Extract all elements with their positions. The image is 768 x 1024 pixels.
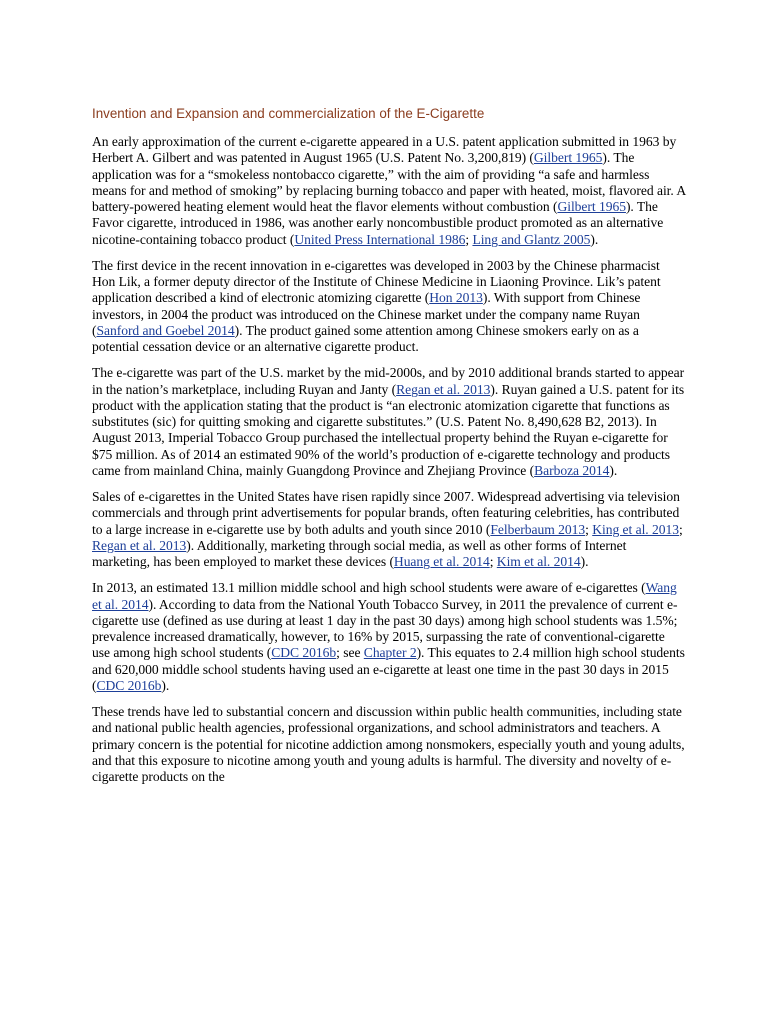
section-heading: Invention and Expansion and commercialization of the E-Cigarette <box>92 106 485 121</box>
paragraph <box>92 580 686 694</box>
citation-link[interactable]: Chapter 2 <box>363 645 417 661</box>
paragraph-text: ). <box>580 554 589 569</box>
citation-link[interactable]: King et al. 2013 <box>592 521 679 537</box>
document-page <box>92 105 686 795</box>
citation-link[interactable]: Kim et al. 2014 <box>496 554 581 569</box>
paragraph-text: ). <box>609 462 618 478</box>
citation-link[interactable]: CDC 2016b <box>271 645 337 661</box>
citation-link[interactable]: Sanford and Goebel 2014 <box>96 322 235 338</box>
paragraph-text: ). The product gained some attention among Chinese smokers early on as a potential cessation device or an alternative cigarette product. <box>92 322 639 354</box>
paragraph <box>92 365 686 479</box>
paragraph <box>92 258 686 356</box>
paragraph-text: These trends have led to substantial concern and discussion within public health communities, including state and national public health agencies, professional organizations, and school administrators and teachers. A primary concern is the potential for nicotine addiction among nonsmokers, especially youth and young adults, and that this exposure to nicotine among youth and young adults is harmful. The diversity and novelty of e-cigarette products on the <box>92 704 685 784</box>
paragraph-text: ). This equates to 2.4 million high school students and 620,000 middle school students having used an e-cigarette at least one time in the past 30 days in 2015 ( <box>92 645 685 693</box>
paragraph-text: An early approximation of the current e-cigarette appeared in a U.S. patent application submitted in 1963 by Herbert A. Gilbert and was patented in August 1965 (U.S. Patent No. 3,200,819) ( <box>92 134 677 166</box>
citation-link[interactable]: Huang et al. 2014 <box>393 554 490 569</box>
citation-link[interactable]: Barboza 2014 <box>534 462 610 478</box>
citation-link[interactable]: Gilbert 1965 <box>557 199 626 214</box>
citation-link[interactable]: Hon 2013 <box>429 290 483 306</box>
paragraph-text: ). Ruyan gained a U.S. patent for its product with the application stating that the product is “an electronic atomization cigarette that functions as substitutes (sic) for quitting smoking and cigarette substitutes.” (U.S. Patent No. 8,490,628 B2, 2013). In August 2013, Imperial Tobacco Group purchased the intellectual property behind the Ruyan e-cigarette for $75 million. As of 2014 an estimated 90% of the world’s production of e-cigarette technology and products came from mainland China, mainly Guangdong Province and Zhejiang Province ( <box>92 381 685 478</box>
paragraph-text: ). <box>161 677 170 693</box>
paragraph-text: ). With support from Chinese investors, in 2004 the product was introduced on the Chinese market under the company name Ruyan ( <box>92 290 641 338</box>
paragraph-text: ). The Favor cigarette, introduced in 1986, was another early noncombustible product promoted as an alternative nicotine-containing tobacco product ( <box>92 199 664 247</box>
paragraph-text: Sales of e-cigarettes in the United States have risen rapidly since 2007. Widespread advertising via television commercials and through print advertisements for popular brands, often featuring celebrities, has contributed to a large increase in e-cigarette use by both adults and youth since 2010 ( <box>92 489 680 537</box>
citation-link[interactable]: CDC 2016b <box>96 677 162 693</box>
paragraph-text: ). The application was for a “smokeless nontobacco cigarette,” with the aim of providing “a safe and harmless means for and method of smoking” by replacing burning tobacco and paper with heated, moist, flavored air. A battery-powered heating element would heat the flavor elements without combustion ( <box>92 150 686 214</box>
paragraph-text: ; see <box>336 645 364 661</box>
paragraph-text: In 2013, an estimated 13.1 million middle school and high school students were aware of e-cigarettes ( <box>92 580 646 596</box>
paragraph-text: ; <box>465 231 473 247</box>
citation-link[interactable]: United Press International 1986 <box>294 231 466 247</box>
citation-link[interactable]: Wang et al. 2014 <box>92 580 677 612</box>
paragraph-text: The e-cigarette was part of the U.S. market by the mid-2000s, and by 2010 additional brands started to appear in the nation’s marketplace, including Ruyan and Janty ( <box>92 365 685 397</box>
citation-link[interactable]: Regan et al. 2013 <box>396 381 491 397</box>
paragraph-text: ; <box>585 521 593 537</box>
document-body <box>92 134 686 785</box>
paragraph-text: The first device in the recent innovation in e-cigarettes was developed in 2003 by the Chinese pharmacist Hon Lik, a former deputy director of the Institute of Chinese Medicine in Liaoning Province. Lik’s patent application described a kind of electronic atomizing cigarette ( <box>92 257 661 306</box>
citation-link[interactable]: Gilbert 1965 <box>533 150 603 166</box>
citation-link[interactable]: Regan et al. 2013 <box>92 537 187 553</box>
paragraph <box>92 489 686 570</box>
paragraph-text: ; <box>489 554 497 569</box>
paragraph-text: ). Additionally, marketing through social media, as well as other forms of Internet marketing, has been employed to market these devices ( <box>92 537 627 569</box>
paragraph <box>92 134 686 248</box>
citation-link[interactable]: Felberbaum 2013 <box>490 521 586 537</box>
paragraph-text: ). According to data from the National Youth Tobacco Survey, in 2011 the prevalence of current e-cigarette use (defined as use during at least 1 day in the past 30 days) among high school students was 1.5%; prevalence increased dramatically, however, to 16% by 2015, surpassing the rate of conventional-cigarette use among high school students ( <box>92 596 678 661</box>
citation-link[interactable]: Ling and Glantz 2005 <box>472 231 591 247</box>
paragraph-text: ; <box>679 521 683 537</box>
paragraph <box>92 704 686 785</box>
paragraph-text: ). <box>590 231 599 247</box>
